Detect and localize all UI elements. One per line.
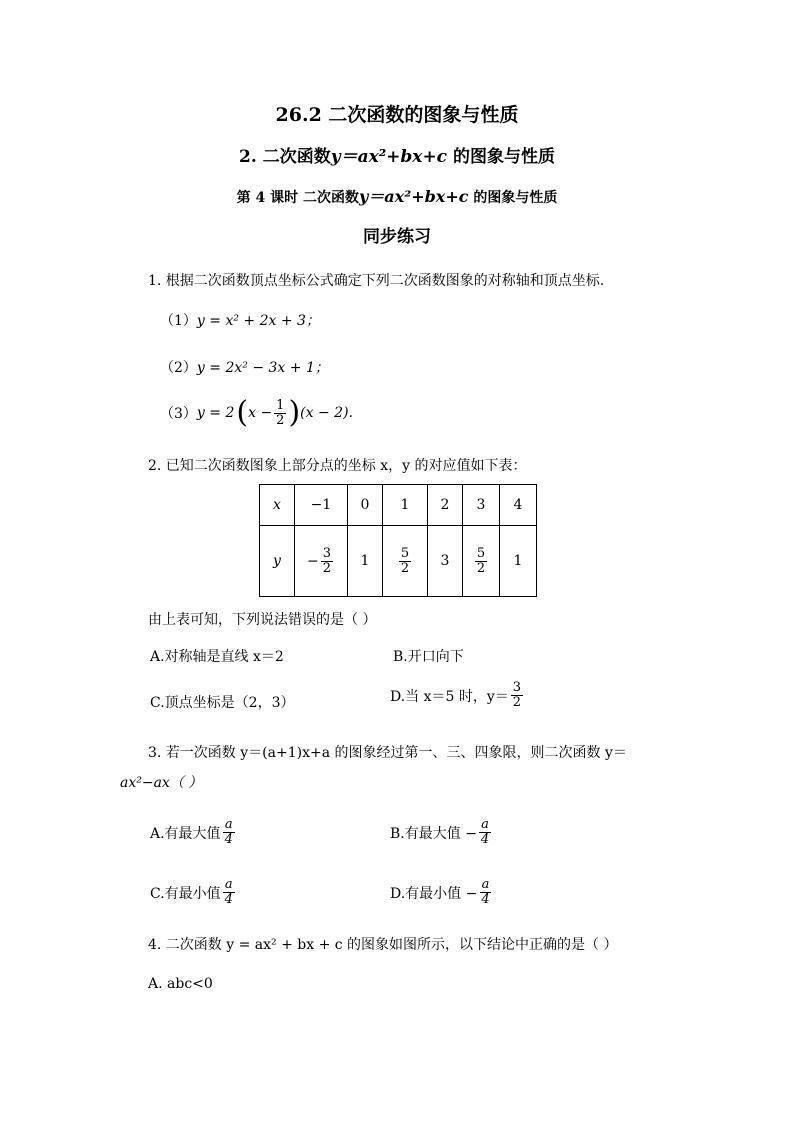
question-2-option-b: B.开口向下	[393, 649, 464, 665]
table-cell: 1	[348, 526, 383, 597]
question-1-part-1: （1）y = x² + 2x + 3；	[160, 313, 320, 329]
table-row	[260, 526, 537, 597]
page-title: 26.2 二次函数的图象与性质	[275, 104, 519, 126]
question-3-option-c: C.有最小值 $\frac{a}{4}$	[150, 877, 233, 907]
question-3-option-b: B.有最大值 − $\frac{a}{4}$	[390, 817, 490, 847]
question-3-stem-line-2: ax²−ax（ ）	[120, 775, 203, 791]
question-1-part-3: （3） y = 2 ( x − $\frac{1}{2}$ ) (x − 2).	[160, 395, 353, 430]
table-cell: − $\frac{3}{2}$	[295, 526, 348, 597]
close-paren: )	[288, 395, 301, 430]
question-2-option-d: D.当 x＝5 时，y＝ $\frac{3}{2}$	[390, 680, 522, 710]
table-cell: 1	[383, 485, 428, 526]
fraction: $\frac{1}{2}$	[276, 397, 285, 428]
question-3-option-a: A.有最大值 $\frac{a}{4}$	[150, 817, 233, 847]
table-cell: 2	[428, 485, 463, 526]
section-heading: 同步练习	[363, 227, 431, 247]
lesson-formula: y＝ax²+bx+c	[359, 187, 469, 206]
question-2-option-c: C.顶点坐标是（2，3）	[150, 695, 295, 711]
question-4-stem: 4. 二次函数 y = ax² + bx + c 的图象如图所示，以下结论中正确的是（ ）	[148, 937, 618, 953]
subtitle-suffix: 的图象与性质	[447, 147, 555, 167]
table-cell: 4	[500, 485, 537, 526]
table-row	[260, 485, 537, 526]
question-4-option-a: A. abc<0	[148, 976, 213, 992]
lesson-prefix: 第 4 课时 二次函数	[236, 190, 359, 206]
table-header-x: x	[260, 485, 295, 526]
table-cell: 0	[348, 485, 383, 526]
question-3-stem-line-1: 3. 若一次函数 y＝(a+1)x+a 的图象经过第一、三、四象限，则二次函数 y＝	[148, 745, 627, 761]
open-paren: (	[236, 395, 249, 430]
subtitle-prefix: 2. 二次函数	[239, 147, 331, 167]
question-1-stem: 1. 根据二次函数顶点坐标公式确定下列二次函数图象的对称轴和顶点坐标.	[148, 273, 605, 289]
table-cell: 3	[428, 526, 463, 597]
question-2-stem: 2. 已知二次函数图象上部分点的坐标 x，y 的对应值如下表：	[148, 458, 527, 474]
section-subtitle	[0, 142, 794, 167]
table-header-y: y	[260, 526, 295, 597]
table-cell: $\frac{5}{2}$	[383, 526, 428, 597]
question-2-prompt: 由上表可知，下列说法错误的是（ ）	[148, 612, 377, 628]
question-3-option-d: D.有最小值 − $\frac{a}{4}$	[390, 877, 490, 907]
value-table	[259, 484, 537, 597]
question-2-option-a: A.对称轴是直线 x＝2	[150, 649, 284, 665]
table-cell: 3	[463, 485, 500, 526]
question-1-part-2: （2）y = 2x² − 3x + 1；	[160, 360, 329, 376]
table-cell: −1	[295, 485, 348, 526]
table-cell: 1	[500, 526, 537, 597]
subtitle-formula: y＝ax²+bx+c	[330, 147, 448, 167]
lesson-suffix: 的图象与性质	[468, 190, 558, 206]
table-cell: $\frac{5}{2}$	[463, 526, 500, 597]
lesson-title	[0, 184, 794, 207]
